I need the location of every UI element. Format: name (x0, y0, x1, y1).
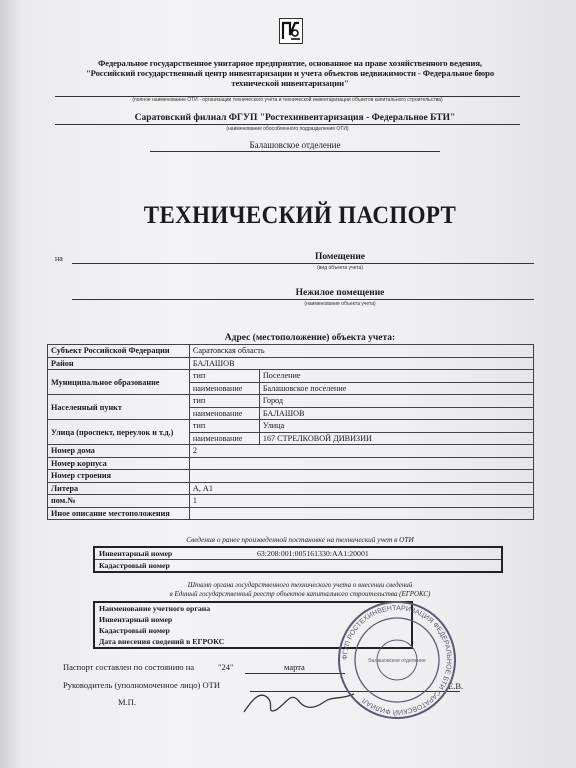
cadastral-value (253, 560, 502, 573)
compiled-day: "24" (218, 662, 234, 672)
object-type-caption: (вид объекта учета) (317, 265, 363, 271)
org-line-1: Федеральное государственное унитарное предприятие, основанное на праве хозяйственного ведения, (98, 58, 482, 68)
egroks-title-line-2: в Единый государственный реестр объектов капитального строительства (ЕГРОКС) (169, 590, 431, 598)
district-value: БАЛАШОВ (189, 357, 533, 370)
object-name: Нежилое помещение (295, 288, 385, 298)
municipal-type-key: тип (189, 370, 259, 383)
locality-name-key: наименование (189, 407, 259, 420)
compiled-text: Паспорт составлен по состоянию на (63, 662, 195, 672)
table-row (48, 507, 534, 520)
table-row (94, 547, 502, 560)
corpus-label: Номер корпуса (48, 457, 190, 470)
table-row (48, 357, 534, 370)
municipal-name-value: Балашовское поселение (259, 382, 533, 395)
street-label: Улица (проспект, переулок и т.д.) (48, 420, 190, 445)
locality-type-key: тип (189, 395, 259, 408)
na-label: на (55, 254, 63, 263)
egroks-title-line-1: Штамп органа государственного технического учета о внесении сведений (187, 581, 413, 589)
street-name-value: 167 СТРЕЛКОВОЙ ДИВИЗИИ (259, 432, 533, 445)
department-underline (150, 151, 440, 152)
egroks-title (90, 581, 510, 599)
inventory-label: Инвентарный номер (99, 549, 173, 558)
house-value: 2 (189, 445, 533, 458)
object-name-underline (72, 299, 534, 300)
building-label: Номер строения (48, 470, 190, 483)
litera-value: А, А1 (189, 482, 533, 495)
org-line-3: технической инвентаризации" (231, 78, 349, 88)
table-row (48, 345, 534, 358)
address-title: Адрес (местоположение) объекта учета: (224, 333, 396, 343)
org-caption: (полное наименование ОТИ - организации технического учета и технической инвентаризации объектов капитального строительства) (132, 97, 443, 103)
egroks-inventory-label: Инвентарный номер (99, 615, 173, 624)
filial-name: Саратовский филиал ФГУП "Ростехинвентаризация - Федеральное БТИ" (134, 113, 456, 123)
litera-label: Литера (48, 482, 190, 495)
seal-center-text: Балашовское отделение (368, 658, 426, 664)
table-row (48, 395, 534, 408)
cadastral-label: Кадастровый номер (94, 560, 253, 573)
room-label: пом.№ (48, 495, 190, 508)
table-row (94, 560, 502, 573)
document-title: ТЕХНИЧЕСКИЙ ПАСПОРТ (143, 202, 457, 229)
filial-underline (55, 124, 520, 125)
object-type-underline (72, 263, 534, 264)
department-name: Балашовское отделение (249, 140, 341, 150)
inventory-value: 63:208:001:005161330:АА1:20001 (257, 549, 369, 558)
municipal-type-value: Поселение (259, 370, 533, 383)
org-line-2: "Российский государственный центр инвентаризации и учета объектов недвижимости - Федеральное бюро (85, 68, 495, 78)
room-value: 1 (189, 495, 533, 508)
district-label: Район (48, 357, 190, 370)
locality-label: Населенный пункт (48, 395, 190, 420)
table-row (48, 482, 534, 495)
table-row (48, 445, 534, 458)
subject-value: Саратовская область (189, 345, 533, 358)
table-row (48, 457, 534, 470)
table-row (48, 420, 534, 433)
address-table (47, 344, 534, 520)
other-location-label: Иное описание местоположения (48, 507, 190, 520)
street-type-value: Улица (259, 420, 533, 433)
official-seal (333, 598, 464, 722)
locality-name-value: БАЛАШОВ (259, 407, 533, 420)
mp-label: М.П. (118, 697, 136, 707)
table-row (48, 495, 534, 508)
table-row (48, 370, 534, 383)
locality-type-value: Город (259, 395, 533, 408)
egroks-cadastral-label: Кадастровый номер (99, 626, 170, 635)
number-sign-logo (279, 18, 303, 44)
signature-initials: Е.В. (448, 681, 464, 691)
building-value (189, 470, 533, 483)
table-row (48, 470, 534, 483)
egroks-date-label: Дата внесения сведений в ЕГРОКС (99, 637, 225, 646)
object-name-caption: (наименование объекта учета) (304, 301, 376, 307)
seal-ring-text: ФГУП РОСТЕХИНВЕНТАРИЗАЦИЯ ФЕДЕРАЛЬНОЕ БТИ САРАТОВСКИЙ ФИЛИАЛ (341, 604, 453, 716)
head-label: Руководитель (уполномоченное лицо) ОТИ (63, 680, 220, 690)
street-name-key: наименование (189, 432, 259, 445)
month-underline (245, 673, 345, 674)
object-type: Помещение (314, 252, 366, 262)
other-location-value (189, 507, 533, 520)
organization-name (40, 58, 540, 88)
municipal-name-key: наименование (189, 382, 259, 395)
corpus-value (189, 457, 533, 470)
registration-box (93, 546, 503, 573)
subject-label: Субъект Российской Федерации (48, 345, 190, 358)
municipal-label: Муниципальное образование (48, 370, 190, 395)
house-label: Номер дома (48, 445, 190, 458)
compiled-month: марта (284, 662, 305, 672)
registration-title: Сведения о ранее произведенной постановке на технический учет в ОТИ (186, 535, 414, 544)
street-type-key: тип (189, 420, 259, 433)
filial-caption: (наименование обособленного подразделения ОТИ) (226, 126, 349, 132)
egroks-organ-label: Наименование учетного органа (99, 604, 211, 613)
